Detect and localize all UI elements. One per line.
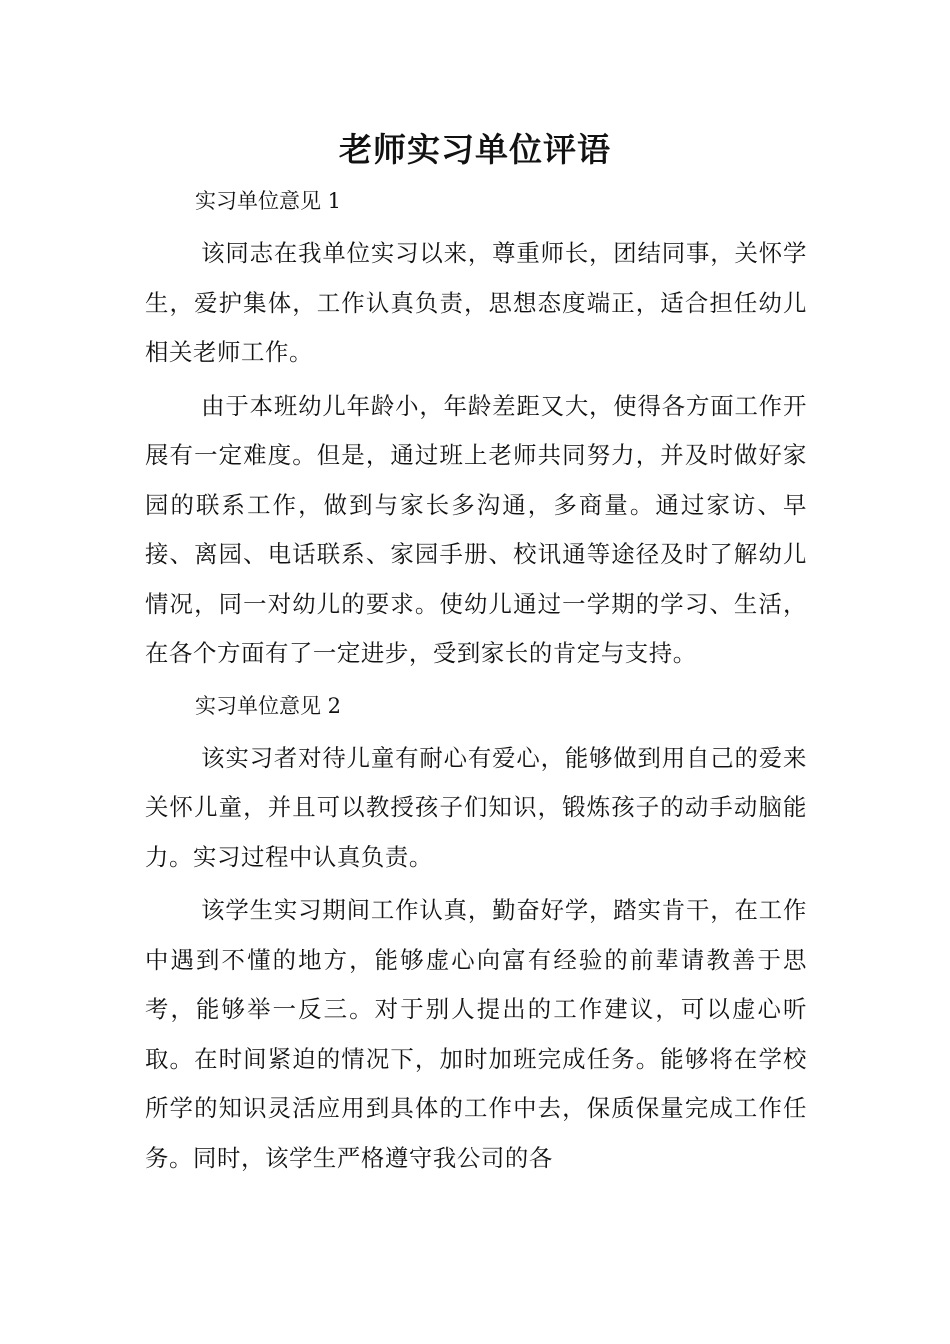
- paragraph: 该同志在我单位实习以来，尊重师长，团结同事，关怀学生，爱护集体，工作认真负责，思想态度端正，适合担任幼儿相关老师工作。: [145, 239, 807, 366]
- section-heading: 实习单位意见 1: [195, 189, 342, 213]
- paragraph: 该学生实习期间工作认真，勤奋好学，踏实肯干，在工作中遇到不懂的地方，能够虚心向富有经验的前辈请教善于思考，能够举一反三。对于别人提出的工作建议，可以虚心听取。在时间紧迫的情况下，加时加班完成任务。能够将在学校所学的知识灵活应用到具体的工作中去，保质保量完成工作任务。同时，该学生严格遵守我公司的各: [145, 896, 807, 1172]
- section-heading: 实习单位意见 2: [195, 693, 342, 718]
- section-2: [145, 683, 807, 1184]
- section-1: [145, 178, 807, 679]
- paragraph: 由于本班幼儿年龄小，年龄差距又大，使得各方面工作开展有一定难度。但是，通过班上老师共同努力，并及时做好家园的联系工作，做到与家长多沟通，多商量。通过家访、早接、离园、电话联系、家园手册、校讯通等途径及时了解幼儿情况，同一对幼儿的要求。使幼儿通过一学期的学习、生活，在各个方面有了一定进步，受到家长的肯定与支持。: [145, 391, 807, 667]
- document-body: [145, 178, 807, 1187]
- paragraph: 该实习者对待儿童有耐心有爱心，能够做到用自己的爱来关怀儿童，并且可以教授孩子们知识，锻炼孩子的动手动脑能力。实习过程中认真负责。: [145, 743, 807, 871]
- document-title: 老师实习单位评语: [339, 130, 611, 169]
